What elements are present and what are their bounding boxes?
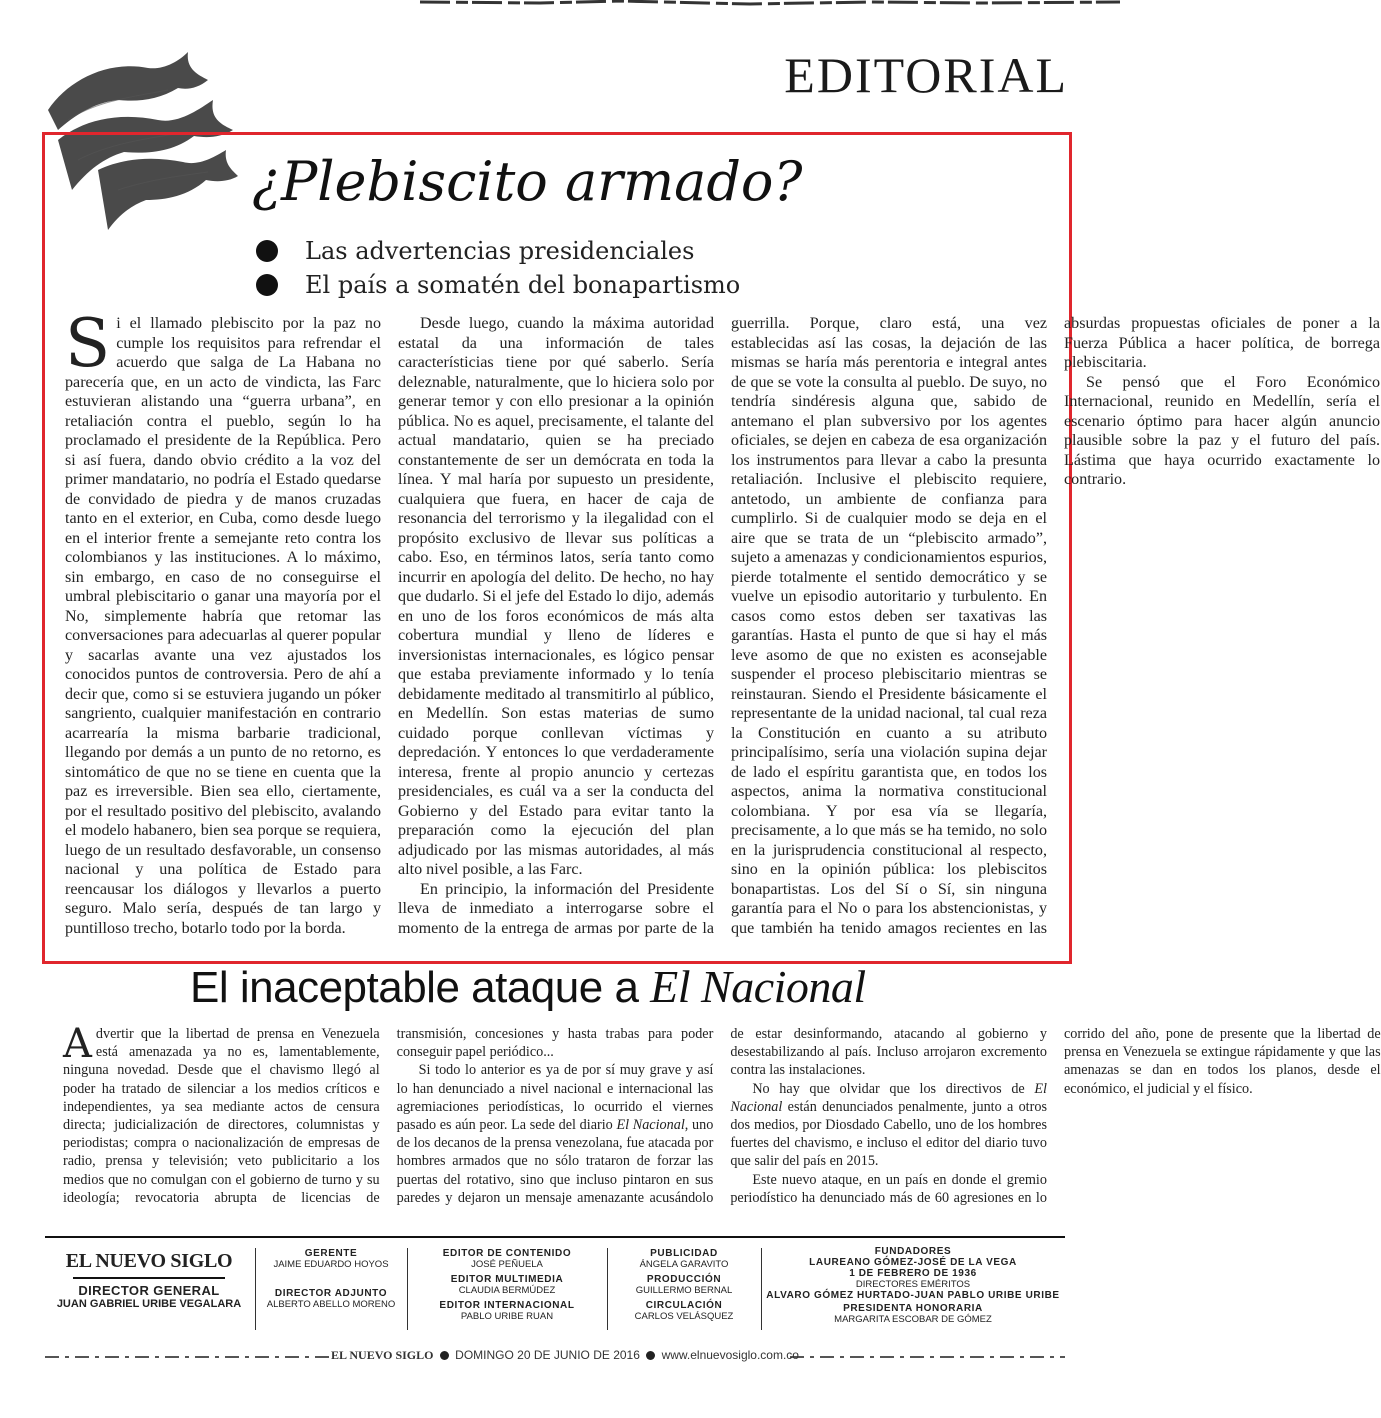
article2-paragraph: Si todo lo anterior es ya de por sí muy grave y así lo han denunciado a nivel nacional e internacional las agremiaciones periodísticas, lo ocurrido el viernes pasado es aún peor. La sede del diario El Nacional, uno de los decanos de la prensa venezolana, fue atacada por hombres armados que no sólo trataron de forzar las puertas del rotativo, sino que incluso pintaron en sus paredes y dejaron un mensaje amenazante acusándolo de estar desinformando, atacando al gobierno y desestabilizando al país. Incluso arrojaron excremento contra las instalaciones. xyxy=(396,1026,1047,1206)
presidenta-name: MARGARITA ESCOBAR DE GÓMEZ xyxy=(834,1314,992,1325)
subhead-text: El país a somatén del bonapartismo xyxy=(305,271,741,299)
fundadores-label: FUNDADORES xyxy=(874,1246,952,1257)
bullet-icon xyxy=(256,240,278,262)
masthead xyxy=(45,1238,1065,1346)
article2-paragraph: Este nuevo ataque, en un país en donde el gremio periodístico ha denunciado más de 60 agresiones en lo corrido del año, pone de presente que la libertad de prensa en Venezuela se extingue rápidamente y que las amenazas se dan en todos los planos, desde el económico, el judicial y el físico. xyxy=(730,1026,1381,1206)
editorial-paragraph: Si el llamado plebiscito por la paz no cumple los requisitos para refrendar el acuerdo que salga de La Habana no parecería que, en un acto de vindicta, las Farc estuvieran alistando una “guerra urbana”, en retaliación contra el pueblo, según lo ha proclamado el presidente de la República. Pero si así fuera, dando obvio crédito a la voz del primer mandatario, no podría el Estado quedarse de convidado de piedra y de manos cruzadas tanto en el exterior, en Cuba, como desde luego en el interior frente a semejante reto contra los colombianos y las instituciones. A lo máximo, sin embargo, en caso de no conseguirse el umbral plebiscitario o ganar una mayoría por el No, simplemente habría que retomar las conversaciones para adecuarlas al querer popular y sacarlas avante una vez ajustados los conocidos puntos de controversia. Pero de ahí a decir que, como si se estuviera jugando un póker sangriento, cualquier manifestación en contrario acarrearía la misma barbarie tradicional, llegando por demás a un punto de no retorno, es sintomático de que no se tiene en cuenta que la paz es irreversible. Bien sea ello, ciertamente, por el resultado positivo del plebiscito, avalando el modelo habanero, bien sea porque se requiera, luego de un resultado desfavorable, un consenso nacional y una política de Estado para reencausar los diálogos y llevarlos a puerto seguro. Malo sería, después de tan largo y puntilloso trecho, botarlo todo por la borda. xyxy=(65,305,381,937)
article2-paragraph: No hay que olvidar que los directivos de El Nacional están denunciados penalmente, junto a otros dos medios, por Diosdado Cabello, uno de los hombres fuertes del chavismo, e incluso el editor del diario tuvo que salir del país en 2015. xyxy=(730,1080,1047,1170)
bullet-icon xyxy=(256,274,278,296)
article2-paragraph: Advertir que la libertad de prensa en Venezuela está amenazada ya no es, lamentablemente, ninguna novedad. Desde que el chavismo llegó al poder ha tratado de silenciar a los medios críticos e independientes, ya sea mediante actos de censura directa; judicialización de directores, columnistas y periodistas; compra o nacionalización de empresas de radio, prensa y televisión; veto publicitario a los medios que no comulgan con el gobierno de turno y su ideología; revocatoria abrupta de licencias de transmisión, concesiones y hasta trabas para poder conseguir papel periódico... xyxy=(63,1021,714,1206)
gerente-name: JAIME EDUARDO HOYOS xyxy=(273,1259,389,1270)
top-edge-strip xyxy=(420,0,1120,10)
separator-dot-icon xyxy=(440,1351,449,1360)
page-footer xyxy=(0,1348,1130,1363)
masthead-logo: EL NUEVO SIGLO xyxy=(65,1250,233,1272)
article2-headline: El inaceptable ataque a El Nacional xyxy=(190,961,866,1012)
gerente-label: GERENTE xyxy=(304,1248,358,1259)
article2-body xyxy=(63,1021,1381,1225)
produccion-name: GUILLERMO BERNAL xyxy=(635,1285,733,1296)
subhead-item xyxy=(256,268,740,302)
director-name: JUAN GABRIEL URIBE VEGALARA xyxy=(56,1298,242,1310)
multimedia-label: EDITOR MULTIMEDIA xyxy=(450,1274,564,1285)
footer-url[interactable]: www.elnuevosiglo.com.co xyxy=(661,1348,799,1362)
editorial-subheads xyxy=(256,234,740,302)
adjunto-name: ALBERTO ABELLO MORENO xyxy=(266,1299,396,1310)
circulacion-label: CIRCULACIÓN xyxy=(645,1300,723,1311)
footer-brand: EL NUEVO SIGLO xyxy=(331,1348,434,1362)
editorial-body xyxy=(65,305,1380,944)
director-label: DIRECTOR GENERAL xyxy=(78,1283,220,1298)
drop-cap: A xyxy=(63,1021,92,1067)
circulacion-name: CARLOS VELÁSQUEZ xyxy=(634,1311,734,1322)
contenido-name: JOSÉ PEÑUELA xyxy=(471,1259,543,1270)
editorial-headline: ¿Plebiscito armado? xyxy=(252,150,803,213)
contenido-label: EDITOR DE CONTENIDO xyxy=(442,1248,572,1259)
fundacion-fecha: 1 DE FEBRERO DE 1936 xyxy=(849,1268,977,1279)
internacional-name: PABLO URIBE RUAN xyxy=(460,1311,554,1322)
editorial-paragraph: Desde luego, cuando la máxima autoridad estatal da una información de tales característicias tiene por qué saberlo. Sería deleznable, naturalmente, que lo hiciera solo por generar temor y con ello presionar a la opinión pública. No es aquel, precisamente, el talante del actual mandatario, quien se ha preciado constantemente de ser un demócrata en toda la línea. Y mal haría por supuesto un presidente, cualquiera que fuera, en hacer de caja de resonancia del terrorismo y la ilegalidad con el propósito exclusivo de llevar sus políticas a cabo. Eso, en términos latos, sería tanto como incurrir en apología del delito. De hecho, no hay que dudarlo. Si el jefe del Estado lo dijo, además en uno de los foros económicos de más alta cobertura mundial y lleno de líderes e inversionistas internacionales, es lógico pensar que estaba previamente informado y lo tenía debidamente meditado al transmitirlo al público, en Medellín. Son estas materias de sumo cuidado porque conllevan víctimas y depredación. Y entonces lo que verdaderamente interesa, frente al propio anuncio y certezas presidenciales, es cuál va a ser la conducta del Gobierno y del Estado para evitar tanto la preparación como la ejecución del plan adjudicado por las mismas autoridades, al más alto nivel posible, a las Farc. xyxy=(398,315,714,878)
subhead-text: Las advertencias presidenciales xyxy=(305,237,695,265)
multimedia-name: CLAUDIA BERMÚDEZ xyxy=(458,1285,556,1296)
section-title: EDITORIAL xyxy=(784,47,1068,103)
subhead-item xyxy=(256,234,740,268)
produccion-label: PRODUCCIÓN xyxy=(646,1274,722,1285)
emeritos-label: DIRECTORES EMÉRITOS xyxy=(855,1279,971,1290)
internacional-label: EDITOR INTERNACIONAL xyxy=(439,1300,575,1311)
adjunto-label: DIRECTOR ADJUNTO xyxy=(274,1288,388,1299)
footer-date: DOMINGO 20 DE JUNIO DE 2016 xyxy=(455,1348,640,1362)
publicidad-label: PUBLICIDAD xyxy=(650,1248,718,1259)
emeritos-names: ALVARO GÓMEZ HURTADO-JUAN PABLO URIBE URIBE xyxy=(766,1290,1060,1301)
editorial-paragraph: Se pensó que el Foro Económico Internacional, reunido en Medellín, sería el escenario óptimo para hacer algún anuncio plausible sobre la paz y el futuro del país. Lástima que haya ocurrido exactamente lo contrario. xyxy=(1064,373,1380,488)
editorial-paragraph: En principio, la información del Presidente lleva de inmediato a interrogarse sobre el momento de la entrega de armas por parte de la guerrilla. Porque, claro está, una vez establecidas así las cosas, la dejación de las mismas se haría más perentoria e integral antes de que se vote la consulta al pueblo. De suyo, no tendría sindéresis alguna que, sabido de antemano el plan subversivo por los agentes oficiales, se dejen en cabeza de esa organización los instrumentos para llevar a cabo la presunta retaliación. Inclusive el plebiscito requiere, antetodo, un ambiente de confianza para cumplirlo. Si de cualquier modo se deja en el aire que se trata de un “plebiscito armado”, sujeto a amenazas y condicionamientos espurios, pierde totalmente el sentido democrático y se vuelve un episodio autoritario y turbulento. En casos como estos deben ser taxativas las garantías. Hasta el punto de que si hay el más leve asomo de que no existen es aconsejable suspender el proceso plebiscitario mientras se reinstauran. Siendo el Presidente básicamente el representante de la unidad nacional, tal cual reza la Constitución en cuanto a su atributo principalísimo, sería una violación supina dejar de lado el espíritu garantista que, en todos los aspectos, anima la normativa constitucional colombiana. Y por esa vía se llegaría, precisamente, a lo que más se ha temido, no solo en la jurisprudencia constitucional al respecto, sino en la opinión pública: los plebiscitos bonapartistas. Los del Sí o Sí, sin ninguna garantía para el No o para los abstencionistas, y que también ha tenido amagos recientes en las absurdas propuestas oficiales de poner a la Fuerza Pública a hacer política, de borrega plebiscitaria. xyxy=(398,315,1380,937)
separator-dot-icon xyxy=(646,1351,655,1360)
presidenta-label: PRESIDENTA HONORARIA xyxy=(843,1303,983,1314)
drop-cap: S xyxy=(65,305,111,382)
publicidad-name: ÁNGELA GARAVITO xyxy=(639,1259,729,1270)
fundadores-names: LAUREANO GÓMEZ-JOSÉ DE LA VEGA xyxy=(809,1257,1017,1268)
